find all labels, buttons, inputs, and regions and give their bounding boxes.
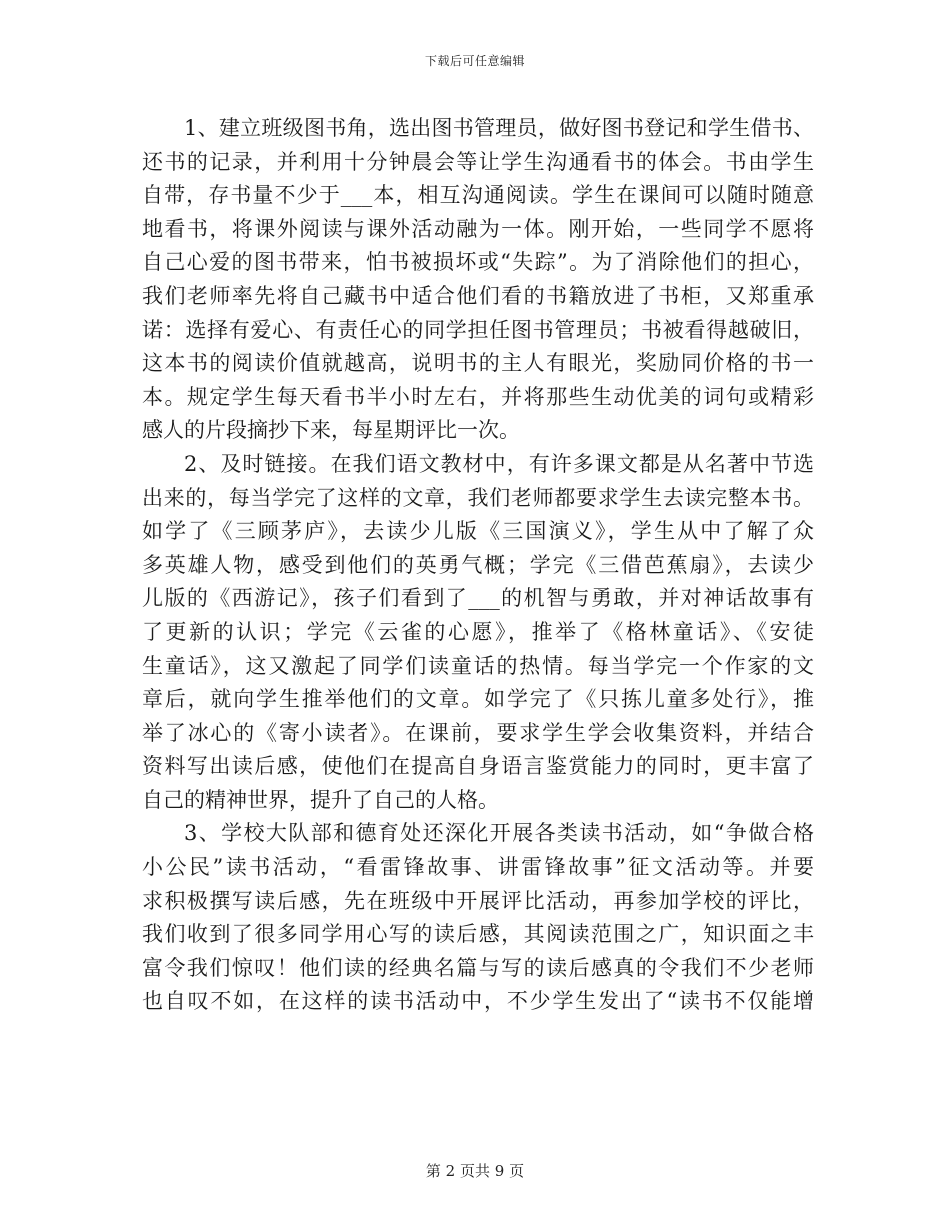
paragraph-3-line: 小公民”读书活动，“看雷锋故事、讲雷锋故事”征文活动等。并要 — [142, 855, 814, 880]
paragraph-2-line: 举了冰心的《寄小读者》。在课前，要求学生学会收集资料，并结合 — [142, 720, 814, 745]
paragraph-3-line: 3、学校大队部和德育处还深化开展各类读书活动，如“争做合格 — [184, 821, 814, 846]
paragraph-2-line: 资料写出读后感，使他们在提高自身语言鉴赏能力的同时，更丰富了 — [142, 754, 814, 779]
paragraph-1-line: 我们老师率先将自己藏书中适合他们看的书籍放进了书柜，又郑重承 — [142, 283, 814, 308]
paragraph-2-line: 生童话》，这又激起了同学们读童话的热情。每当学完一个作家的文 — [142, 653, 814, 678]
paragraph-1-line: 还书的记录，并利用十分钟晨会等让学生沟通看书的体会。书由学生 — [142, 149, 814, 174]
paragraph-1-line: 诺：选择有爱心、有责任心的同学担任图书管理员；书被看得越破旧， — [142, 317, 814, 342]
page-footer-page-number: 第 2 页共 9 页 — [425, 1162, 525, 1180]
paragraph-3-line: 富令我们惊叹！他们读的经典名篇与写的读后感真的令我们不少老师 — [142, 955, 814, 980]
paragraph-2-line: 出来的，每当学完了这样的文章，我们老师都要求学生去读完整本书。 — [142, 485, 814, 510]
paragraph-2-line: 2、及时链接。在我们语文教材中，有许多课文都是从名著中节选 — [184, 451, 814, 476]
paragraph-1-line: 自带，存书量不少于___本，相互沟通阅读。学生在课间可以随时随意 — [142, 183, 814, 208]
paragraph-2-line: 多英雄人物，感受到他们的英勇气概；学完《三借芭蕉扇》，去读少 — [142, 552, 814, 577]
paragraph-3-line: 我们收到了很多同学用心写的读后感，其阅读范围之广，知识面之丰 — [142, 922, 814, 947]
paragraph-2-line: 了更新的认识；学完《云雀的心愿》，推举了《格林童话》、《安徒 — [142, 619, 814, 644]
paragraph-1-line: 自己心爱的图书带来，怕书被损坏或“失踪”。为了消除他们的担心， — [142, 250, 814, 275]
paragraph-2-line: 自己的精神世界，提升了自己的人格。 — [142, 787, 499, 812]
paragraph-2-line: 儿版的《西游记》，孩子们看到了___的机智与勇敢，并对神话故事有 — [142, 586, 814, 611]
paragraph-1-line: 这本书的阅读价值就越高，说明书的主人有眼光，奖励同价格的书一 — [142, 351, 814, 376]
paragraph-3-line: 求积极撰写读后感，先在班级中开展评比活动，再参加学校的评比， — [142, 888, 814, 913]
paragraph-1-line: 感人的片段摘抄下来，每星期评比一次。 — [142, 418, 520, 443]
paragraph-1-line: 本。规定学生每天看书半小时左右，并将那些生动优美的词句或精彩 — [142, 384, 814, 409]
paragraph-2-line: 章后，就向学生推举他们的文章。如学完了《只拣儿童多处行》，推 — [142, 687, 814, 712]
paragraph-1-line: 1、建立班级图书角，选出图书管理员，做好图书登记和学生借书、 — [184, 116, 814, 140]
document-body — [142, 112, 814, 1019]
paragraph-3-line: 也自叹不如，在这样的读书活动中，不少学生发出了“读书不仅能增 — [142, 989, 814, 1014]
paragraph-2-line: 如学了《三顾茅庐》，去读少儿版《三国演义》，学生从中了解了众 — [142, 519, 814, 544]
paragraph-1-line: 地看书，将课外阅读与课外活动融为一体。刚开始，一些同学不愿将 — [142, 216, 814, 241]
page-header: 下载后可任意编辑 — [424, 54, 525, 68]
